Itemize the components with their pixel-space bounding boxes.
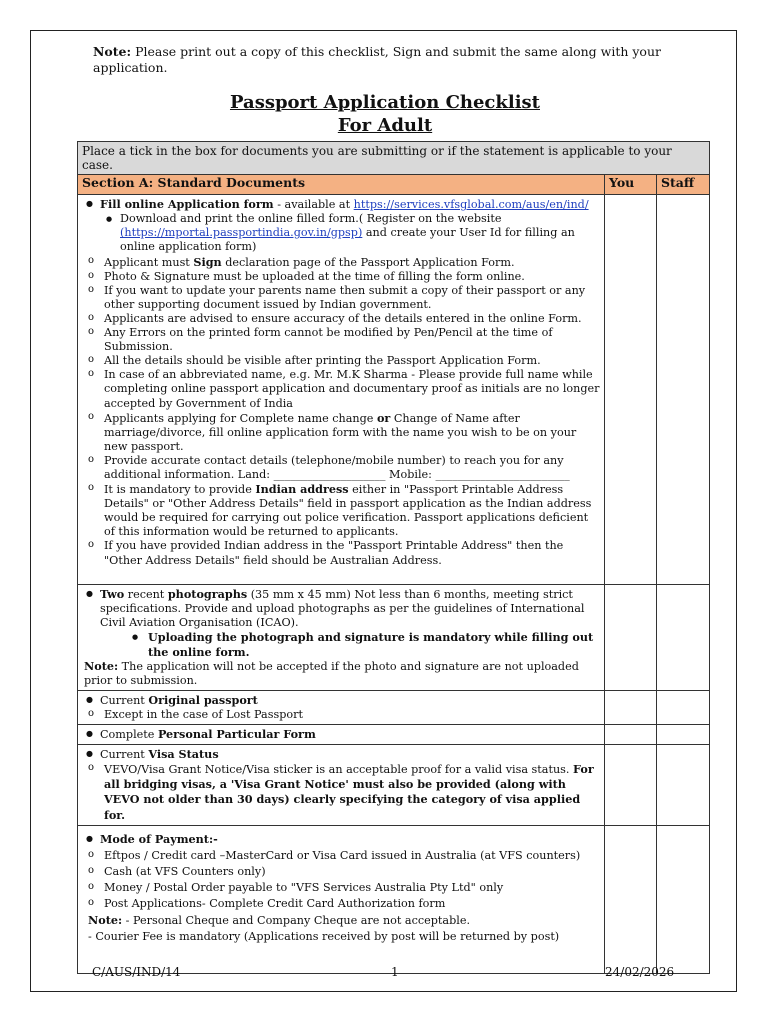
list-item: o Post Applications- Complete Credit Card Authorization form: [84, 897, 600, 911]
tick-box-staff[interactable]: [657, 195, 710, 585]
table-row: [78, 745, 710, 825]
photo-warning: ● Uploading the photograph and signature is mandatory while filling out the online form.: [84, 630, 600, 658]
tick-box-staff[interactable]: [657, 745, 710, 825]
item-emphasis: Original passport: [148, 692, 258, 707]
note-text: The application will not be accepted if the photo and signature are not uploaded prior to submission.: [84, 659, 579, 687]
list-item: [84, 727, 600, 742]
list-item: [84, 762, 600, 822]
item-emphasis: Indian address: [255, 482, 349, 497]
list-item: o If you want to update your parents name then submit a copy of their passport or any other supporting document issued by Indian government.: [84, 284, 600, 312]
page-number: 1: [391, 965, 399, 979]
tick-box-you[interactable]: [605, 725, 657, 745]
note-label: Note:: [93, 44, 132, 59]
list-item: o Money / Postal Order payable to "VFS Services Australia Pty Ltd" only: [84, 881, 600, 895]
tick-box-you[interactable]: [605, 195, 657, 585]
table-row: [78, 195, 710, 585]
checklist-table: [77, 141, 710, 974]
item-text: and create your User Id for filling an online application form): [120, 226, 575, 254]
list-item: o Cash (at VFS Counters only): [84, 865, 600, 879]
tick-box-staff[interactable]: [657, 725, 710, 745]
table-row: [78, 585, 710, 691]
note-label: Note:: [88, 913, 123, 928]
item-emphasis: Two: [100, 587, 125, 602]
list-item: [84, 832, 600, 847]
item-title: Fill online Application form: [100, 197, 274, 212]
page-subtitle: For Adult: [337, 115, 433, 136]
item-text: (35 mm x 45 mm) Not less than 6 months, meeting strict specifications. Provide and upload photographs as per the guidelines of International Civil Aviation Organisation (ICAO).: [100, 588, 585, 630]
note-label: Note:: [84, 658, 119, 673]
table-row: [78, 825, 710, 973]
item-text: VEVO/Visa Grant Notice/Visa sticker is an acceptable proof for a valid visa status.: [104, 763, 574, 777]
table-row: [78, 690, 710, 724]
list-item: o Except in the case of Lost Passport: [84, 708, 600, 722]
instruction-text: Place a tick in the box for documents you are submitting or if the statement is applicable to your case.: [78, 142, 710, 175]
item-text: Applicants applying for Complete name change: [104, 411, 377, 425]
payment-note: [84, 913, 600, 928]
tick-box-you[interactable]: [605, 690, 657, 724]
item-text: either in "Passport Printable Address Details" or "Other Address Details" field in passport application as the Indian address would be required for carrying out police verification. Passport applications deficient of this information would be returned to applicants.: [104, 483, 592, 539]
item-text: declaration page of the Passport Application Form.: [221, 255, 515, 269]
list-item: [84, 482, 600, 539]
item-text: Download and print the online filled form.( Register on the website: [120, 212, 502, 226]
item-personal-particular-form: [78, 725, 605, 745]
section-a-title: Section A: Standard Documents: [78, 175, 605, 195]
item-emphasis: Personal Particular Form: [157, 727, 316, 742]
tick-box-you[interactable]: [605, 745, 657, 825]
list-item: [84, 693, 600, 708]
col-header-staff: Staff: [657, 175, 710, 195]
item-emphasis: Mode of Payment:-: [100, 831, 218, 846]
list-item: o Any Errors on the printed form cannot be modified by Pen/Pencil at the time of Submission.: [84, 326, 600, 354]
list-item: o Photo & Signature must be uploaded at the time of filling the form online.: [84, 270, 600, 284]
item-visa-status: [78, 745, 605, 825]
item-emphasis: Visa Status: [148, 747, 219, 762]
item-emphasis: Sign: [193, 254, 222, 269]
tick-box-you[interactable]: [605, 585, 657, 691]
courier-note: - Courier Fee is mandatory (Applications received by post will be returned by post): [88, 930, 560, 944]
tick-box-staff[interactable]: [657, 825, 710, 973]
list-item: o Applicants are advised to ensure accuracy of the details entered in the online Form.: [84, 312, 600, 326]
passport-portal-link[interactable]: (https://mportal.passportindia.gov.in/gpsp): [120, 226, 363, 240]
item-mode-of-payment: [78, 825, 605, 973]
item-original-passport: [78, 690, 605, 724]
item-emphasis: photographs: [167, 587, 248, 602]
item-emphasis: or: [376, 410, 391, 425]
photo-note: [84, 659, 600, 688]
list-item: o Provide accurate contact details (telephone/mobile number) to reach you for any additional information. Land: ____________________ Mobile: ________________________: [84, 454, 600, 482]
item-text: Complete: [100, 728, 158, 742]
list-item: [84, 212, 600, 254]
item-text: Current: [100, 748, 149, 762]
section-header-row: [78, 175, 710, 195]
footer-date: 24/02/2026: [605, 965, 675, 979]
item-text: Current: [100, 693, 149, 707]
item-photographs: [78, 585, 605, 691]
item-text: It is mandatory to provide: [104, 483, 256, 497]
note-text: - Personal Cheque and Company Cheque are not acceptable.: [122, 914, 471, 928]
item-text: - available at: [273, 198, 354, 212]
list-item: o In case of an abbreviated name, e.g. Mr. M.K Sharma - Please provide full name while completing online passport application and documentary proof as initials are no longer accepted by Government of India: [84, 368, 600, 410]
item-online-form: [78, 195, 605, 585]
form-code: C/AUS/IND/14: [92, 965, 181, 979]
tick-box-staff[interactable]: [657, 585, 710, 691]
list-item: [84, 197, 600, 212]
page-title: Passport Application Checklist: [229, 92, 540, 113]
item-emphasis: For all bridging visas, a 'Visa Grant Notice' must also be provided (along with VEVO not older than 30 days) clearly specifying the category of visa applied for.: [104, 762, 594, 822]
note-text: Please print out a copy of this checklist, Sign and submit the same along with your application.: [93, 44, 661, 75]
vfs-link[interactable]: https://services.vfsglobal.com/aus/en/ind/: [353, 198, 589, 212]
instruction-row: [78, 142, 710, 175]
tick-box-staff[interactable]: [657, 690, 710, 724]
item-text: Applicant must: [104, 255, 194, 269]
item-text: Change of Name after marriage/divorce, fill online application form with the name you wish to be on your new passport.: [104, 411, 577, 453]
list-item: [84, 747, 600, 762]
tick-box-you[interactable]: [605, 825, 657, 973]
col-header-you: You: [605, 175, 657, 195]
list-item: o All the details should be visible after printing the Passport Application Form.: [84, 354, 600, 368]
list-item: o Eftpos / Credit card –MasterCard or Visa Card issued in Australia (at VFS counters): [84, 849, 600, 863]
list-item: [84, 587, 600, 630]
list-item: [84, 255, 600, 270]
item-text: recent: [124, 588, 168, 602]
table-row: [78, 725, 710, 745]
list-item: [84, 411, 600, 454]
print-note: [93, 44, 693, 76]
list-item: o If you have provided Indian address in the "Passport Printable Address" then the "Other Address Details" field should be Australian Address.: [84, 539, 600, 567]
